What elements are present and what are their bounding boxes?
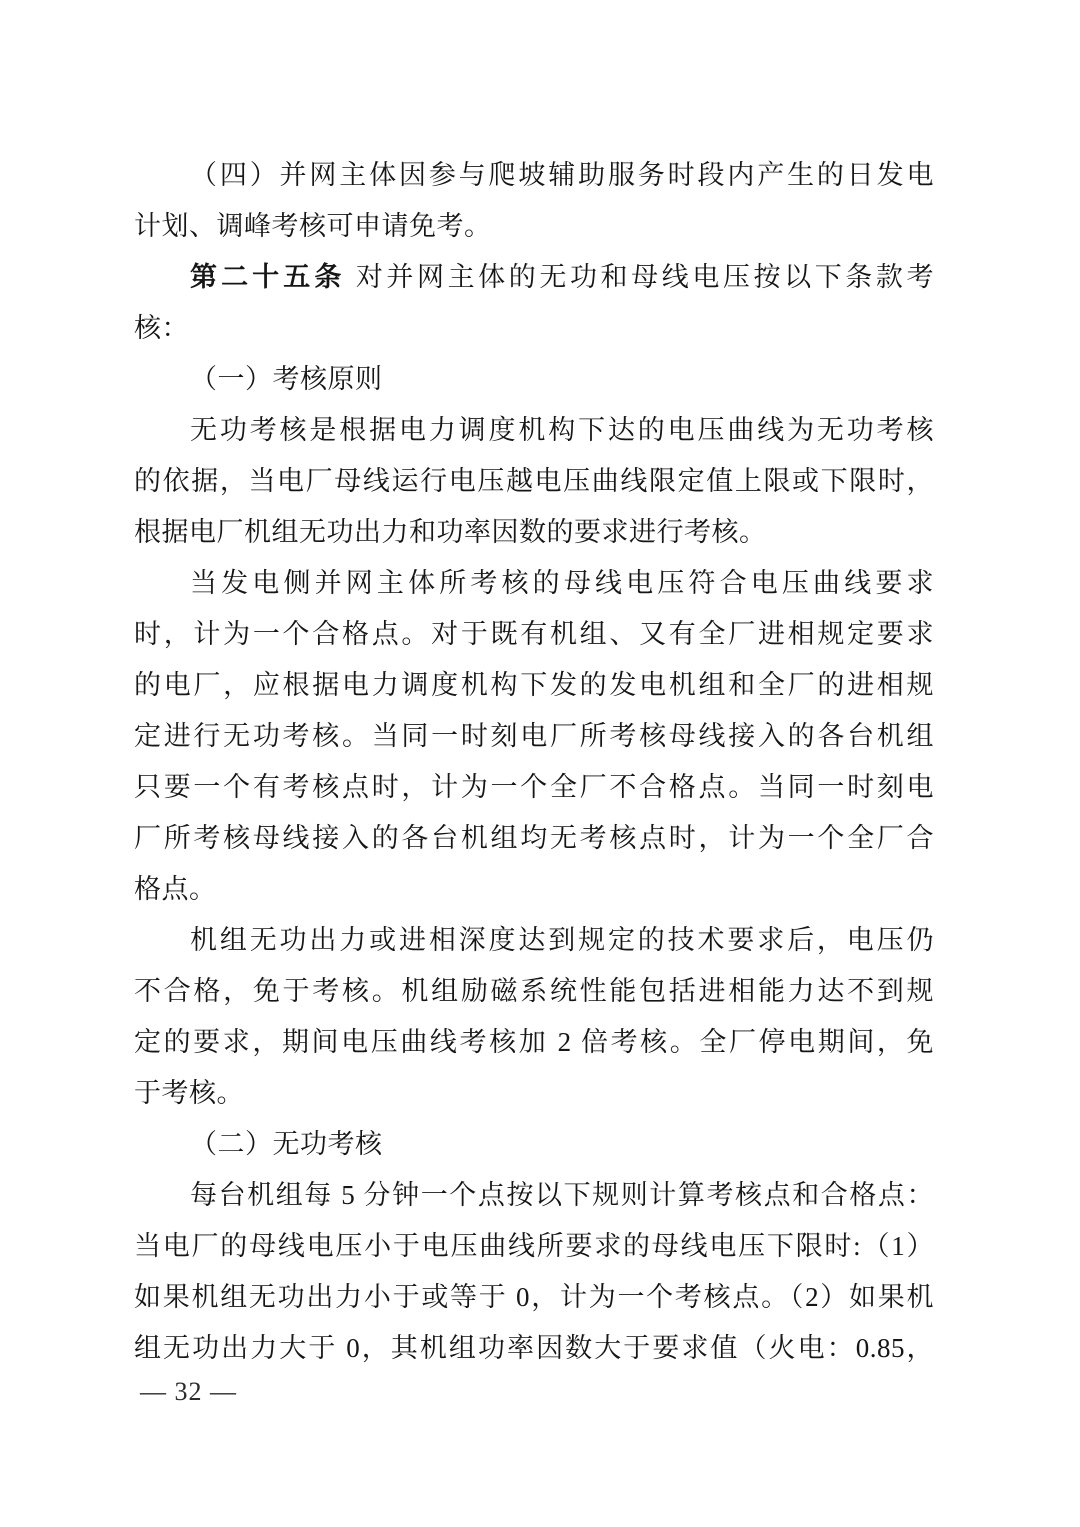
text-segment: 计划、调峰考核可申请免考。 xyxy=(134,211,492,241)
text-segment: 时，计为一个合格点。对于既有机组、又有全厂进相规定要求 xyxy=(134,619,934,649)
text-line xyxy=(134,1170,934,1221)
text-line xyxy=(134,711,934,762)
text-line xyxy=(134,354,934,405)
text-line xyxy=(134,864,934,915)
text-line xyxy=(134,1221,934,1272)
text-line xyxy=(134,405,934,456)
text-segment: 机组无功出力或进相深度达到规定的技术要求后，电压仍 xyxy=(190,925,934,955)
text-segment: 每台机组每 5 分钟一个点按以下规则计算考核点和合格点： xyxy=(190,1180,934,1210)
text-segment: 对并网主体的无功和母线电压按以下条款考 xyxy=(345,262,934,292)
text-segment: 定的要求，期间电压曲线考核加 2 倍考核。全厂停电期间，免 xyxy=(134,1027,934,1057)
text-segment: 根据电厂机组无功出力和功率因数的要求进行考核。 xyxy=(134,517,767,547)
text-segment: 于考核。 xyxy=(134,1078,244,1108)
text-line xyxy=(134,150,934,201)
text-segment: 组无功出力大于 0，其机组功率因数大于要求值（火电：0.85， xyxy=(134,1333,934,1363)
text-line xyxy=(134,660,934,711)
text-line xyxy=(134,1119,934,1170)
text-segment: 的电厂，应根据电力调度机构下发的发电机组和全厂的进相规 xyxy=(134,670,934,700)
text-line xyxy=(134,303,934,354)
text-segment: 的依据，当电厂母线运行电压越电压曲线限定值上限或下限时， xyxy=(134,466,934,496)
text-line xyxy=(134,201,934,252)
text-segment: 格点。 xyxy=(134,874,217,904)
article-number-heading: 第二十五条 xyxy=(190,262,346,292)
text-segment: 核： xyxy=(134,313,189,343)
text-line xyxy=(134,507,934,558)
text-line xyxy=(134,966,934,1017)
text-line xyxy=(134,1272,934,1323)
text-line xyxy=(134,1323,934,1374)
page-number: — 32 — xyxy=(140,1377,237,1406)
text-segment: 只要一个有考核点时，计为一个全厂不合格点。当同一时刻电 xyxy=(134,772,934,802)
text-line xyxy=(134,915,934,966)
text-line xyxy=(134,558,934,609)
text-line xyxy=(134,609,934,660)
text-line xyxy=(134,456,934,507)
text-line xyxy=(134,813,934,864)
text-segment: （二）无功考核 xyxy=(190,1129,383,1159)
text-line xyxy=(134,762,934,813)
text-segment: （一）考核原则 xyxy=(190,364,383,394)
text-segment: 当电厂的母线电压小于电压曲线所要求的母线电压下限时:（1） xyxy=(134,1231,934,1261)
text-segment: 厂所考核母线接入的各台机组均无考核点时，计为一个全厂合 xyxy=(134,823,934,853)
text-line xyxy=(134,1068,934,1119)
page-footer xyxy=(140,1372,237,1412)
text-segment: 无功考核是根据电力调度机构下达的电压曲线为无功考核 xyxy=(190,415,934,445)
text-line xyxy=(134,252,934,303)
text-segment: 当发电侧并网主体所考核的母线电压符合电压曲线要求 xyxy=(190,568,934,598)
document-body xyxy=(134,150,934,1374)
text-segment: 定进行无功考核。当同一时刻电厂所考核母线接入的各台机组 xyxy=(134,721,934,751)
text-segment: 如果机组无功出力小于或等于 0，计为一个考核点。（2）如果机 xyxy=(134,1282,934,1312)
text-line xyxy=(134,1017,934,1068)
text-segment: （四）并网主体因参与爬坡辅助服务时段内产生的日发电 xyxy=(190,160,934,190)
text-segment: 不合格，免于考核。机组励磁系统性能包括进相能力达不到规 xyxy=(134,976,934,1006)
